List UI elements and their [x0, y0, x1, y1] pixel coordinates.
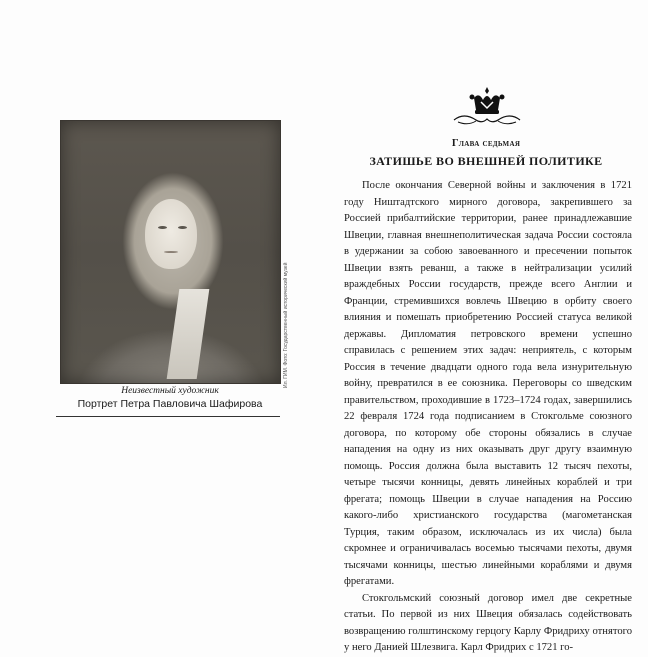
left-page: [0, 0, 324, 540]
chapter-body: [344, 178, 632, 657]
caption-artist: Неизвестный художник: [121, 386, 219, 396]
portrait-face: [145, 199, 197, 269]
paragraph: После окончания Северной войны и заключения в 1721 году Ништадтского мирного договора, закрепившего за Россией прибалтийские территории, ранее принадлежавшие Швеции, главная внешнеполитическая задача России состояла в удержании за собою завоеванного и пресечении попыток Швеции взять реванш, а также в нейтрализации усилий враждебных России государств, прежде всего Англии и Франции, стремившихся вовлечь Швецию в орбиту своего влияния и помешать приобретению Россией статуса великой державы. Дипломатия петровского времени успешно справилась с решением этих задач: неприятель, с которым Россия в течение двадцати одного года вела изнурительную войну, превратился в ее союзника. Переговоры со шведским правительством, проходившие в 1723–1724 годах, завершились 22 февраля 1724 года подписанием в Стокгольме союзного договора, по которому обе стороны обязались в случае нападения на одну из них оказывать друг другу взаимную помощь. Россия должна была выставить 12 тысяч пехоты, четыре тысячи конницы, девять линейных кораблей и три фрегата; помощь Швеции в случае нападения на Россию какого-либо христианского государства (магометанская Турция, таким образом, исключалась из их числа) была скромнее и ограничивалась восемью тысячами пехоты, двумя тысячами конницы, шестью линейными кораблями и двумя фрегатами.: [344, 180, 632, 587]
paragraph: Стокгольмский союзный договор имел две секретные статьи. По первой из них Швеция обязалась содействовать возвращению голштинскому герцогу Карлу Фридриху отнятого у него Данией Шлезвига. Карл Фридрих с 1721 го-: [344, 592, 632, 653]
chapter-title: ЗАТИШЬЕ ВО ВНЕШНЕЙ ПОЛИТИКЕ: [369, 154, 603, 168]
figure-caption: [50, 385, 290, 411]
portrait-mouth: [164, 251, 178, 253]
caption-divider: [56, 416, 280, 417]
portrait-eye: [178, 226, 187, 229]
caption-title: Портрет Петра Павловича Шафирова: [77, 398, 263, 410]
chapter-header: [324, 137, 648, 169]
portrait-image: [60, 120, 281, 384]
crown-ornament-icon: [452, 84, 522, 128]
chapter-number: Глава седьмая: [451, 138, 521, 149]
portrait-cravat: [167, 289, 210, 379]
image-credit: Ил. ГИМ. Фото: Государственный исторический музей: [283, 262, 289, 388]
right-page: [324, 0, 648, 653]
portrait-eye: [158, 226, 167, 229]
